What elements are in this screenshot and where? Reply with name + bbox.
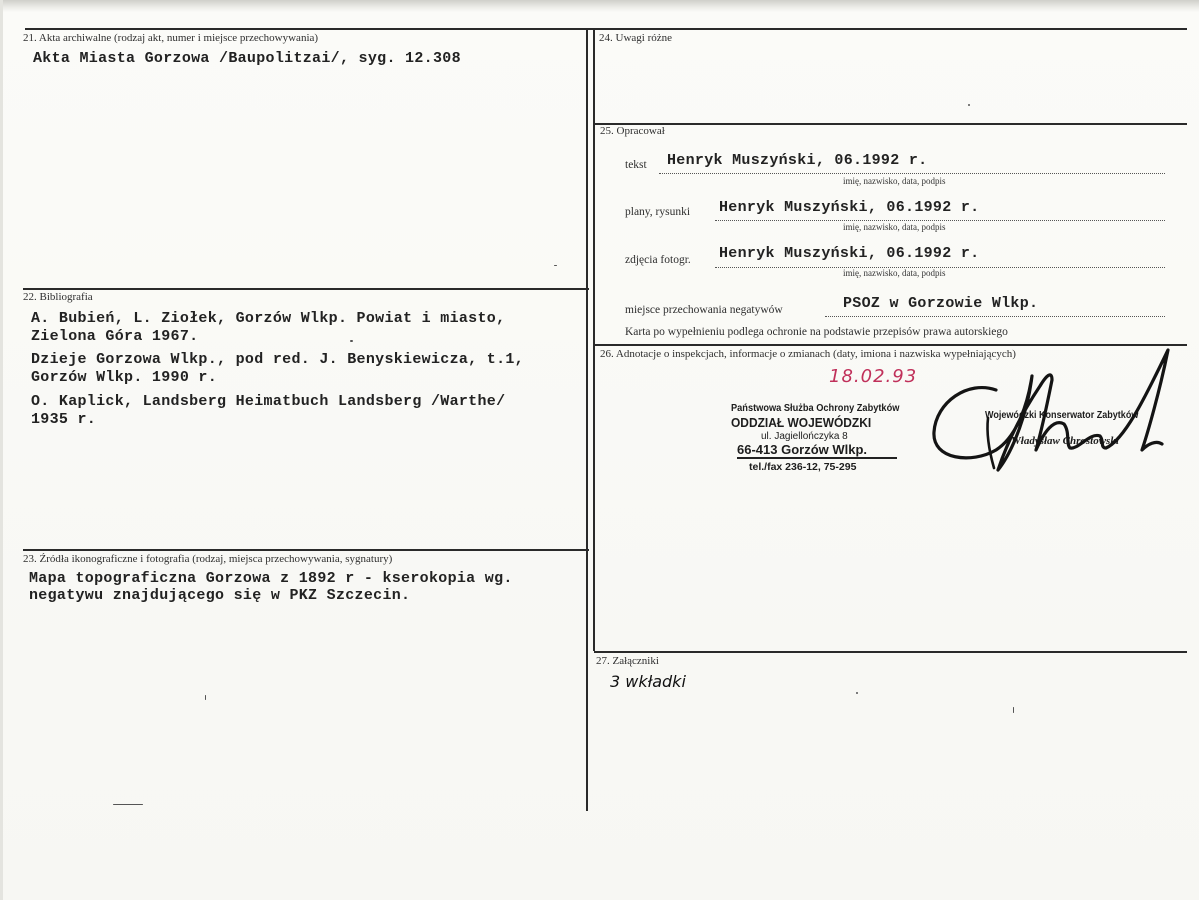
tekst-value: Henryk Muszyński, 06.1992 r. bbox=[667, 152, 928, 169]
top-rule bbox=[25, 28, 1187, 30]
conservator-name: Władysław Chrostowski bbox=[1011, 435, 1119, 447]
scan-top-edge bbox=[3, 0, 1199, 12]
scan-speck bbox=[205, 695, 206, 700]
stamp-line-5: tel./fax 236-12, 75-295 bbox=[749, 461, 857, 473]
scan-speck bbox=[1013, 707, 1014, 713]
section-27-label: 27. Załączniki bbox=[596, 655, 659, 667]
bibliography-entry-1-line1: A. Bubień, L. Ziołek, Gorzów Wlkp. Powiat i miasto, bbox=[31, 310, 506, 327]
scan-speck bbox=[968, 104, 970, 106]
rule-21-22 bbox=[23, 288, 589, 290]
signature-icon bbox=[928, 340, 1188, 480]
zdjecia-value: Henryk Muszyński, 06.1992 r. bbox=[719, 245, 980, 262]
negatywy-label: miejsce przechowania negatywów bbox=[625, 304, 783, 316]
scan-speck bbox=[856, 692, 858, 694]
copyright-notice: Karta po wypełnieniu podlega ochronie na podstawie przepisów prawa autorskiego bbox=[625, 326, 1008, 338]
bibliography-entry-3-line2: 1935 r. bbox=[31, 411, 97, 428]
bibliography-entry-2-line1: Dzieje Gorzowa Wlkp., pod red. J. Benyskiewicza, t.1, bbox=[31, 351, 524, 368]
section-21-label: 21. Akta archiwalne (rodzaj akt, numer i miejsce przechowywania) bbox=[23, 32, 319, 44]
rule-24-25 bbox=[594, 123, 1187, 125]
section-23-label: 23. Źródła ikonograficzne i fotografia (rodzaj, miejsca przechowywania, sygnatury) bbox=[23, 553, 393, 565]
section-23-line2: negatywu znajdującego się w PKZ Szczecin. bbox=[29, 587, 411, 604]
tekst-hint: imię, nazwisko, data, podpis bbox=[843, 176, 946, 186]
plany-label: plany, rysunki bbox=[625, 206, 691, 218]
plany-value: Henryk Muszyński, 06.1992 r. bbox=[719, 199, 980, 216]
tekst-underline bbox=[659, 173, 1165, 174]
bibliography-entry-2-line2: Gorzów Wlkp. 1990 r. bbox=[31, 369, 218, 386]
scan-speck bbox=[554, 265, 557, 266]
inspection-date: 18.02.93 bbox=[829, 366, 918, 387]
bibliography-entry-3-line1: O. Kaplick, Landsberg Heimatbuch Landsberg /Warthe/ bbox=[31, 393, 506, 410]
section-24-label: 24. Uwagi różne bbox=[599, 32, 673, 44]
plany-hint: imię, nazwisko, data, podpis bbox=[843, 222, 946, 232]
office-stamp bbox=[731, 402, 906, 473]
section-21-text: Akta Miasta Gorzowa /Baupolitzai/, syg. 12.308 bbox=[33, 50, 461, 67]
tekst-label: tekst bbox=[625, 159, 647, 171]
column-divider-right bbox=[593, 28, 595, 651]
bibliography-entry-1-line2: Zielona Góra 1967. bbox=[31, 328, 199, 345]
section-25-label: 25. Opracował bbox=[600, 125, 665, 137]
zdjecia-label: zdjęcia fotogr. bbox=[625, 254, 691, 266]
section-23-line1: Mapa topograficzna Gorzowa z 1892 r - kserokopia wg. bbox=[29, 570, 513, 587]
scan-speck bbox=[350, 340, 353, 342]
negatywy-value: PSOZ w Gorzowie Wlkp. bbox=[843, 295, 1039, 312]
zdjecia-hint: imię, nazwisko, data, podpis bbox=[843, 268, 946, 278]
rule-22-23 bbox=[23, 549, 589, 551]
scan-speck bbox=[113, 804, 143, 805]
negatywy-underline bbox=[825, 316, 1165, 317]
stamp-line-2: ODDZIAŁ WOJEWÓDZKI bbox=[731, 415, 872, 430]
section-26-label: 26. Adnotacje o inspekcjach, informacje o zmianach (daty, imiona i nazwiska wypełniających) bbox=[600, 348, 1016, 360]
rule-26-27 bbox=[594, 651, 1187, 653]
stamp-line-4: 66-413 Gorzów Wlkp. bbox=[737, 442, 897, 459]
column-divider-left bbox=[586, 28, 588, 811]
attachments-note: 3 wkładki bbox=[610, 672, 686, 691]
conservator-title: Wojewódzki Konserwator Zabytków bbox=[985, 409, 1139, 421]
section-22-label: 22. Bibliografia bbox=[23, 291, 93, 303]
stamp-line-3: ul. Jagiellończyka 8 bbox=[761, 431, 848, 442]
stamp-line-1: Państwowa Służba Ochrony Zabytków bbox=[731, 402, 900, 414]
plany-underline bbox=[715, 220, 1165, 221]
